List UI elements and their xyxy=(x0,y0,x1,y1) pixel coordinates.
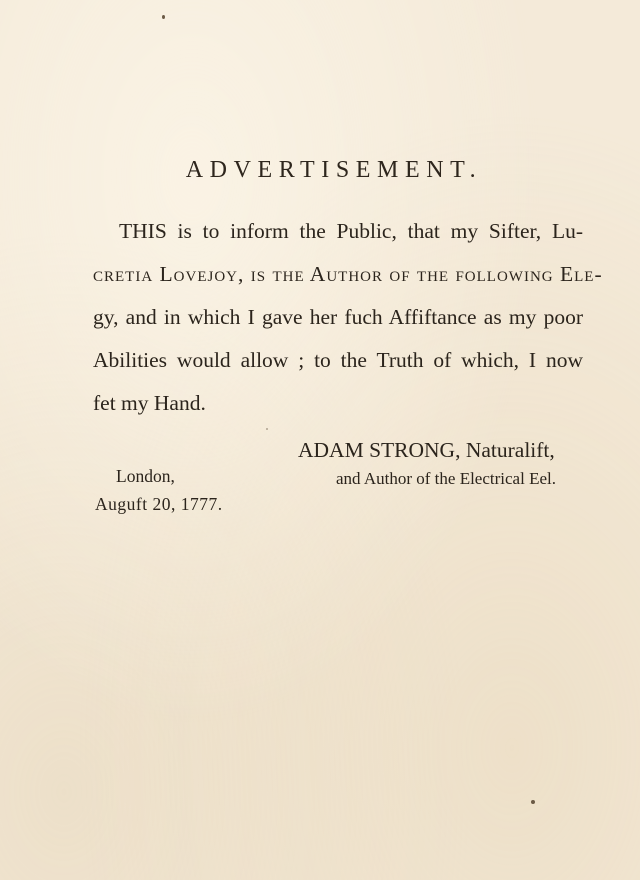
advertisement-body xyxy=(93,210,603,425)
ink-speck xyxy=(531,800,535,804)
page-title: ADVERTISEMENT. xyxy=(185,157,483,183)
signature-name: ADAM STRONG, Naturalift, xyxy=(298,438,555,462)
signature-description: and Author of the Electrical Eel. xyxy=(336,469,556,488)
body-line: THIS is to inform the Public, that my Sifter, Lu- xyxy=(119,219,583,243)
ink-speck xyxy=(266,428,268,430)
place-line: London, xyxy=(116,466,175,486)
body-line: Abilities would allow ; to the Truth of which, I now xyxy=(93,348,583,372)
ink-speck xyxy=(162,15,165,19)
body-line: gy, and in which I gave her fuch Affiftance as my poor xyxy=(93,305,583,329)
date-line: Auguft 20, 1777. xyxy=(95,494,223,514)
body-line: fet my Hand. xyxy=(93,391,206,415)
body-line: cretia Lovejoy, is the Author of the following Ele- xyxy=(93,262,603,286)
